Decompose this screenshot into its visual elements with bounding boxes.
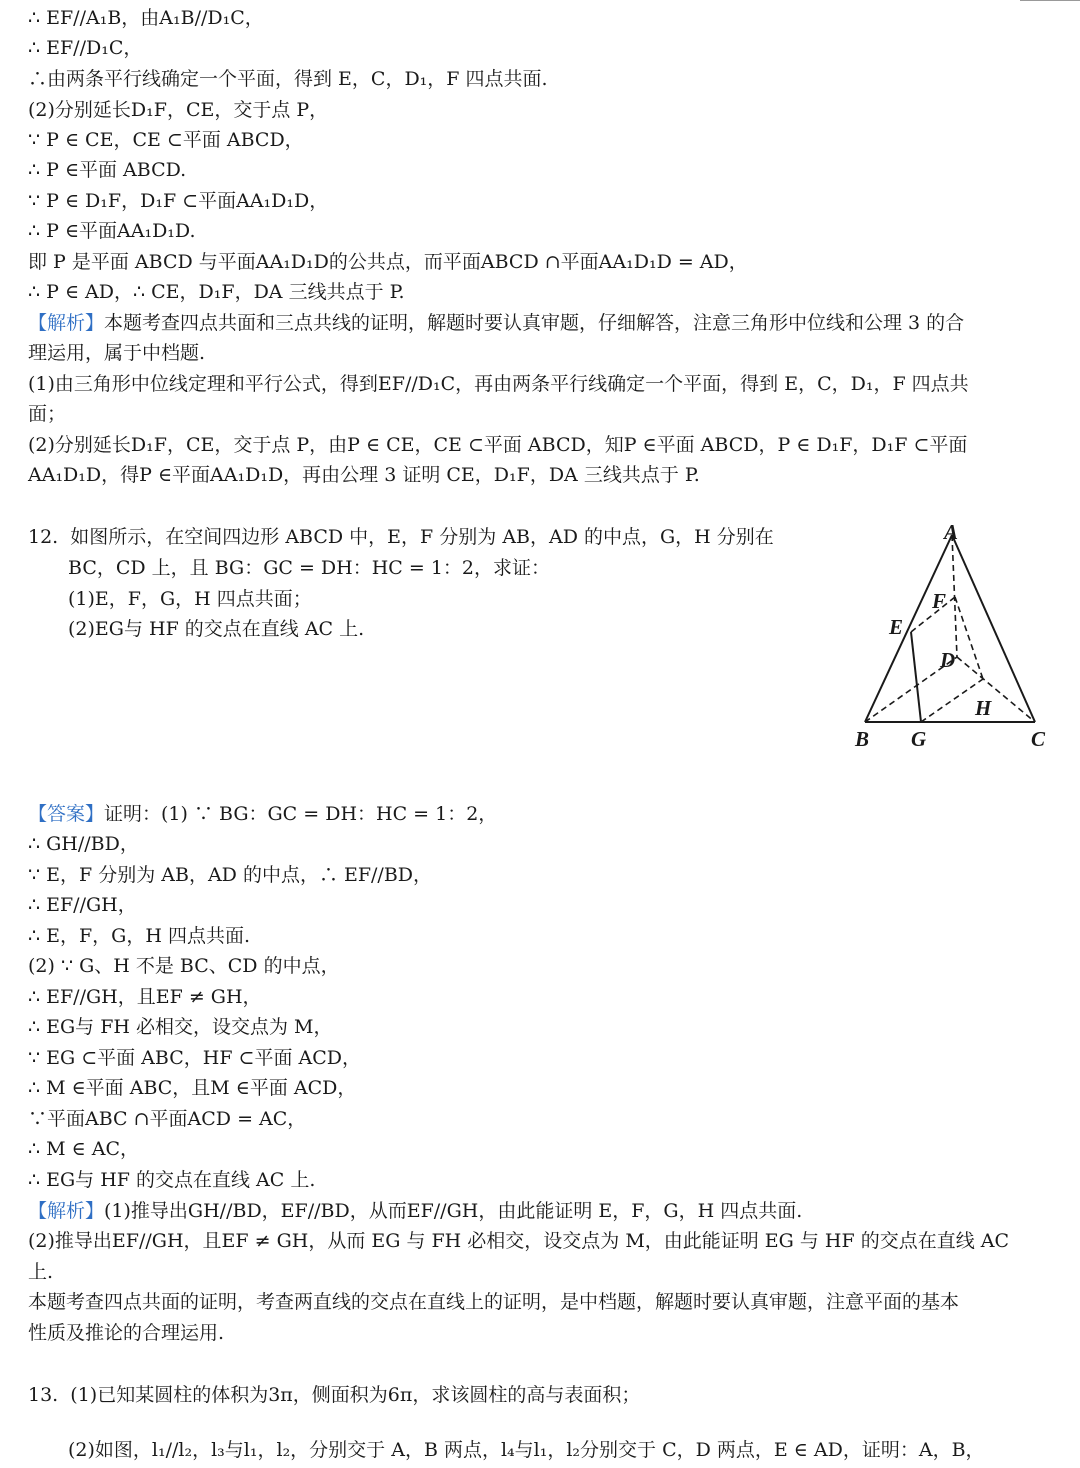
text-line: ∵ EG ⊂平面 ABC，HF ⊂平面 ACD， — [28, 1047, 361, 1069]
text-line: ∴ EF//D₁C， — [28, 37, 143, 59]
text-line: (2)推导出EF//GH，且EF ≠ GH，从而 EG 与 FH 必相交，设交点为 M，由此能证明 EG 与 HF 的交点在直线 AC — [28, 1230, 1010, 1252]
text-line: ∴由两条平行线确定一个平面，得到 E，C，D₁，F 四点共面. — [28, 68, 548, 90]
label-g: G — [911, 727, 927, 751]
text-line: ∴ P ∈ AD，∴ CE，D₁F，DA 三线共点于 P. — [28, 281, 405, 303]
analysis-line: 【解析】(1)推导出GH//BD，EF//BD，从而EF//GH，由此能证明 E，F，G，H 四点共面. — [28, 1200, 803, 1222]
edge-ab — [865, 535, 952, 722]
text-line: ∵ P ∈ CE，CE ⊂平面 ABCD， — [28, 129, 304, 151]
text-line: BC，CD 上，且 BG：GC = DH：HC = 1：2，求证： — [68, 557, 550, 579]
text-line: (2) ∵ G、H 不是 BC、CD 的中点， — [28, 955, 340, 977]
label-b: B — [855, 727, 870, 751]
label-f: F — [932, 589, 947, 613]
label-h: H — [975, 696, 992, 720]
text-line: ∴ EF//GH，且EF ≠ GH， — [28, 986, 262, 1008]
segment-eg — [911, 632, 921, 722]
analysis-tag: 【解析】 — [28, 1200, 105, 1222]
problem-13-statement: 13. (1)已知某圆柱的体积为3π，侧面积为6π，求该圆柱的高与表面积； — [28, 1384, 641, 1406]
text-line: ∴ P ∈平面 ABCD. — [28, 159, 187, 181]
text-line: ∴ EF//A₁B，由A₁B//D₁C， — [28, 7, 264, 29]
label-d: D — [940, 648, 956, 672]
answer-line: 【答案】证明：(1) ∵ BG：GC = DH：HC = 1：2， — [28, 803, 498, 825]
top-edge-divider — [1020, 0, 1080, 1]
text-line: ∴ M ∈ AC， — [28, 1138, 139, 1160]
text-line: ∴ GH//BD， — [28, 833, 139, 855]
text-line: 即 P 是平面 ABCD 与平面AA₁D₁D的公共点，而平面ABCD ∩平面AA₁D₁D = AD， — [28, 251, 748, 273]
text-line: (2)分别延长D₁F，CE，交于点 P， — [28, 99, 329, 121]
text-line: (1)由三角形中位线定理和平行公式，得到EF//D₁C，再由两条平行线确定一个平面，得到 E，C，D₁，F 四点共 — [28, 373, 969, 395]
tetrahedron-figure — [845, 517, 1060, 757]
text-line: (1)E，F，G，H 四点共面； — [68, 588, 312, 610]
answer-tag: 【答案】 — [28, 803, 105, 825]
text-line: (2)EG与 HF 的交点在直线 AC 上. — [68, 618, 365, 640]
text-line: AA₁D₁D，得P ∈平面AA₁D₁D，再由公理 3 证明 CE，D₁F，DA 三线共点于 P. — [28, 464, 700, 486]
edge-ac — [952, 535, 1035, 722]
text-line: ∴ EG与 FH 必相交，设交点为 M， — [28, 1016, 333, 1038]
label-e: E — [889, 615, 904, 639]
segment-gh-hidden — [921, 679, 983, 722]
text-line: 理运用，属于中档题. — [28, 342, 206, 364]
text-line: 上. — [28, 1261, 54, 1283]
label-c: C — [1031, 727, 1046, 751]
text-line: ∴ EF//GH， — [28, 894, 137, 916]
text-line: 本题考查四点共面的证明，考查两直线的交点在直线上的证明，是中档题，解题时要认真审题，注意平面的基本 — [28, 1291, 960, 1313]
text-line: ∵ P ∈ D₁F，D₁F ⊂平面AA₁D₁D， — [28, 190, 329, 212]
edge-ad-hidden — [952, 535, 957, 657]
text-line: ∴ E，F，G，H 四点共面. — [28, 925, 251, 947]
problem-12-statement: 12. 如图所示，在空间四边形 ABCD 中，E，F 分别为 AB，AD 的中点，G，H 分别在 — [28, 526, 774, 548]
text-line: (2)分别延长D₁F，CE，交于点 P，由P ∈ CE，CE ⊂平面 ABCD，知P ∈平面 ABCD，P ∈ D₁F，D₁F ⊂平面 — [28, 434, 968, 456]
text-line: 面； — [28, 403, 67, 425]
text-line: (2)如图，l₁//l₂，l₃与l₁，l₂，分别交于 A，B 两点，l₄与l₁，l₂分别交于 C，D 两点，E ∈ AD，证明：A，B， — [68, 1439, 985, 1461]
text-line: 性质及推论的合理运用. — [28, 1322, 225, 1344]
text-line: ∴ EG与 HF 的交点在直线 AC 上. — [28, 1169, 316, 1191]
edge-cd-hidden — [957, 657, 1035, 722]
text-line: ∵平面ABC ∩平面ACD = AC， — [28, 1108, 307, 1130]
analysis-line: 【解析】本题考查四点共面和三点共线的证明，解题时要认真审题，仔细解答，注意三角形中位线和公理 3 的合 — [28, 312, 965, 334]
text-line: ∴ M ∈平面 ABC，且M ∈平面 ACD， — [28, 1077, 357, 1099]
label-a: A — [944, 520, 959, 544]
text-line: ∴ P ∈平面AA₁D₁D. — [28, 220, 196, 242]
text-line: ∵ E，F 分别为 AB，AD 的中点，∴ EF//BD， — [28, 864, 433, 886]
analysis-tag: 【解析】 — [28, 312, 105, 334]
